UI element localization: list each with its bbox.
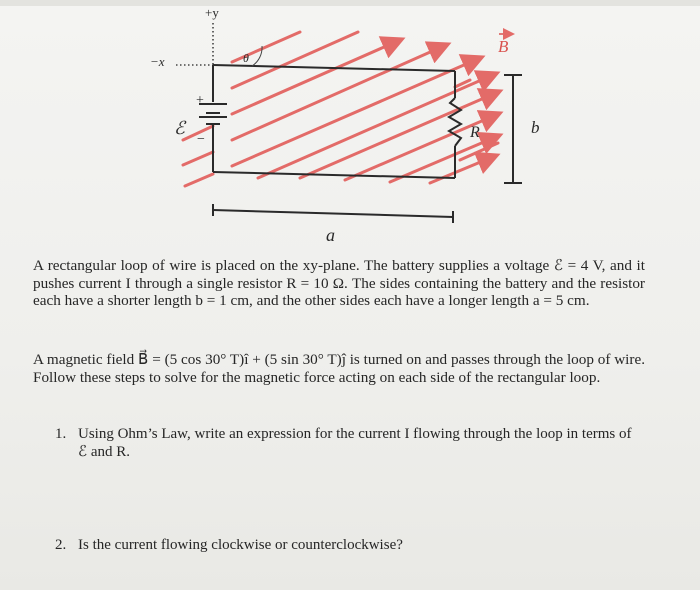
resistor-symbol — [449, 98, 461, 146]
field-line-4 — [232, 45, 446, 140]
question-2-text: Is the current flowing clockwise or counterclockwise? — [78, 537, 403, 553]
question-2-number: 2. — [55, 537, 67, 553]
a-length-label: a — [326, 225, 335, 245]
emf-label: ℰ — [174, 118, 185, 138]
problem-description: A rectangular loop of wire is placed on the xy-plane. The battery supplies a voltage ℰ = 4 V, and it pushes current I through a single resistor R = 10 Ω. The sides containing the battery and the resistor each have a shorter length b = 1 cm, and the other sides each have a longer length a = 5 cm. — [33, 257, 645, 309]
circuit-diagram — [0, 0, 700, 250]
magnetic-field-description: A magnetic field B⃗ = (5 cos 30° T)î + (5 sin 30° T)ĵ is turned on and passes through the loop of wire. Follow these steps to solve for the magnetic force acting on each side of the rectangular loop. — [33, 351, 645, 386]
b-dimension-marker — [504, 75, 522, 183]
question-1-number: 1. — [55, 426, 67, 442]
field-line-9 — [390, 136, 498, 182]
theta-label: θ — [243, 51, 249, 65]
field-line-13 — [185, 174, 213, 186]
plus-y-label: +y — [205, 5, 219, 20]
field-line-12 — [183, 152, 213, 165]
a-dimension-marker — [213, 204, 453, 223]
magnetic-field-lines — [183, 32, 498, 186]
field-line-2 — [232, 32, 358, 88]
resistor-label: R — [470, 124, 480, 141]
question-1-text: Using Ohm’s Law, write an expression for the current I flowing through the loop in terms of ℰ and R. — [78, 426, 632, 460]
field-line-5 — [232, 58, 480, 166]
battery-plus-label: + — [196, 93, 204, 108]
b-length-label: b — [531, 118, 540, 137]
battery-minus-label: − — [197, 132, 205, 147]
minus-x-label: −x — [150, 54, 165, 69]
field-line-7 — [300, 92, 498, 178]
b-field-label: B — [498, 37, 509, 56]
